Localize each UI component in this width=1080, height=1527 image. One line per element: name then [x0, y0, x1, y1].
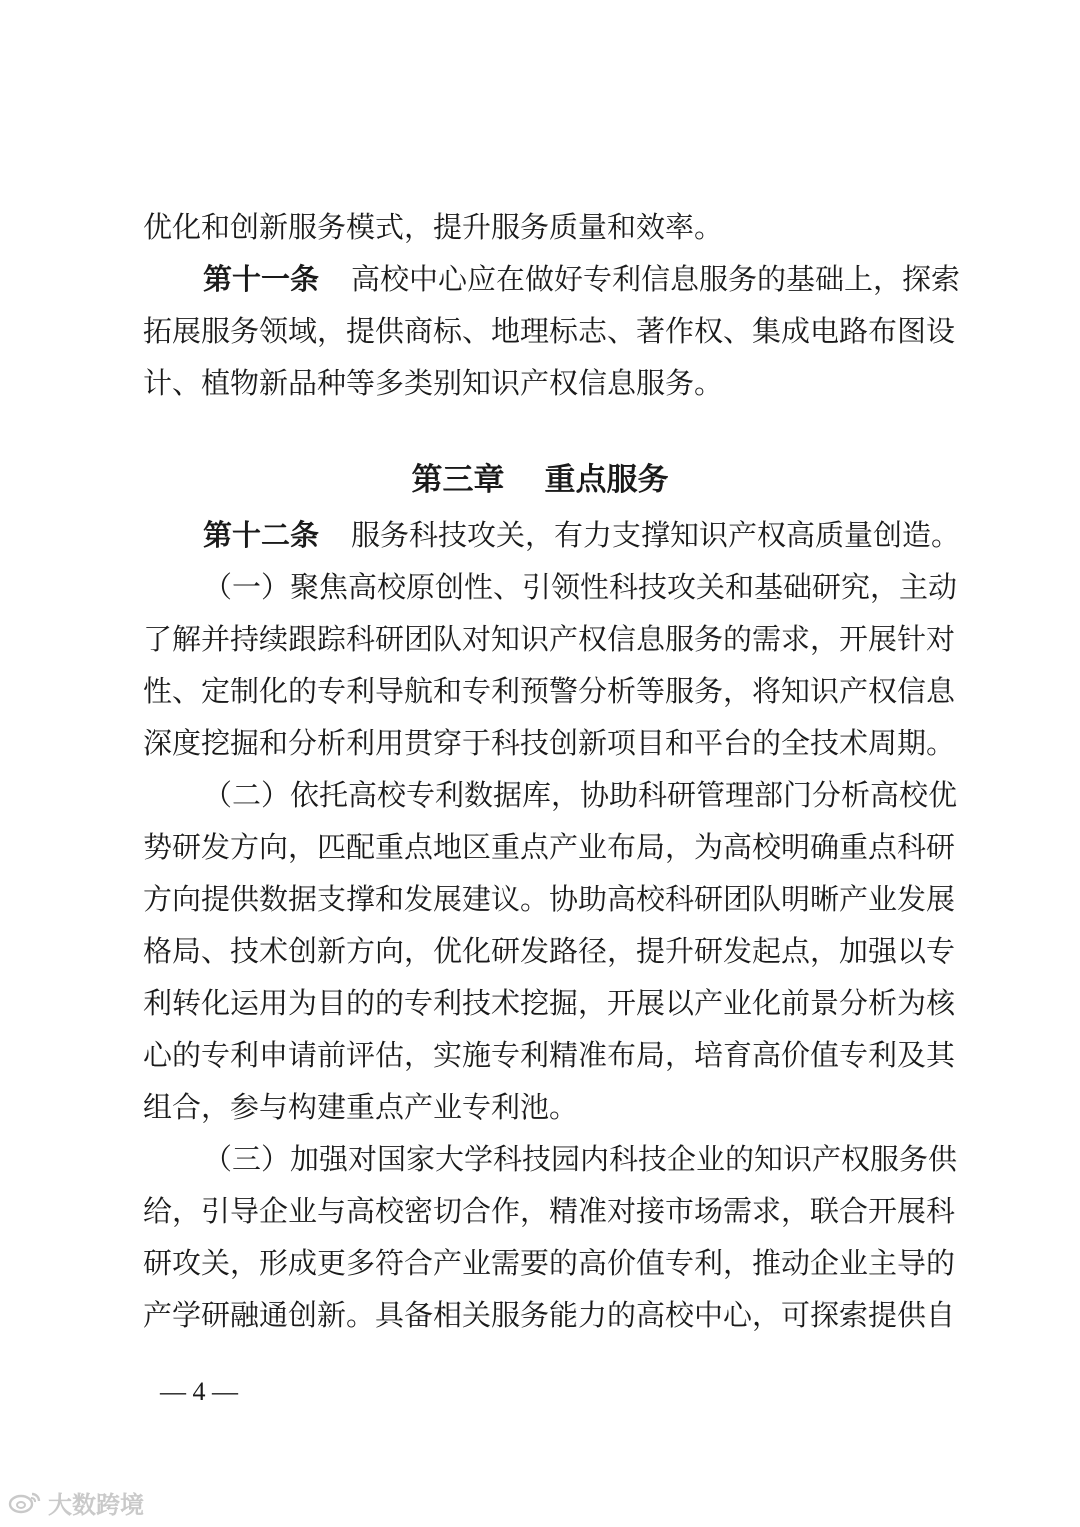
paragraph-line-7: 了解并持续跟踪科研团队对知识产权信息服务的需求，开展针对	[143, 622, 956, 656]
paragraph-line-6: （一）聚焦高校原创性、引领性科技攻关和基础研究，主动	[203, 570, 958, 604]
paragraph-line-1: 优化和创新服务模式，提升服务质量和效率。	[143, 210, 724, 244]
paragraph-line-16: 组合，参与构建重点产业专利池。	[143, 1090, 579, 1124]
chapter-heading	[0, 452, 1080, 508]
paragraph-line-18: 给，引导企业与高校密切合作，精准对接市场需求，联合开展科	[143, 1194, 956, 1228]
paragraph-line-13: 格局、技术创新方向，优化研发路径，提升研发起点，加强以专	[143, 934, 956, 968]
paragraph-line-3: 拓展服务领域，提供商标、地理标志、著作权、集成电路布图设	[143, 314, 956, 348]
page-number: — 4 —	[160, 1377, 238, 1406]
paragraph-line-10: （二）依托高校专利数据库，协助科研管理部门分析高校优	[203, 778, 958, 812]
article-11-label: 第十一条	[203, 262, 320, 296]
article-12-first-line	[203, 509, 961, 561]
paragraph-line-17: （三）加强对国家大学科技园内科技企业的知识产权服务供	[203, 1142, 958, 1176]
paragraph-line-11: 势研发方向，匹配重点地区重点产业布局，为高校明确重点科研	[143, 830, 956, 864]
paragraph-line-4: 计、植物新品种等多类别知识产权信息服务。	[143, 366, 724, 400]
watermark	[8, 1482, 144, 1522]
paragraph-line-9: 深度挖掘和分析利用贯穿于科技创新项目和平台的全技术周期。	[143, 726, 956, 760]
paragraph-line-19: 研攻关，形成更多符合产业需要的高价值专利，推动企业主导的	[143, 1246, 956, 1280]
watermark-text: 大数跨境	[48, 1490, 144, 1519]
article-11-text: 高校中心应在做好专利信息服务的基础上，探索	[351, 262, 961, 296]
article-11-first-line	[203, 253, 961, 305]
weibo-logo-icon	[8, 1490, 42, 1514]
chapter-title: 重点服务	[544, 462, 669, 498]
paragraph-line-15: 心的专利申请前评估，实施专利精准布局，培育高价值专利及其	[143, 1038, 956, 1072]
article-12-text: 服务科技攻关，有力支撑知识产权高质量创造。	[351, 518, 961, 552]
article-12-label: 第十二条	[203, 518, 320, 552]
paragraph-line-12: 方向提供数据支撑和发展建议。协助高校科研团队明晰产业发展	[143, 882, 956, 916]
paragraph-line-8: 性、定制化的专利导航和专利预警分析等服务，将知识产权信息	[143, 674, 956, 708]
paragraph-line-20: 产学研融通创新。具备相关服务能力的高校中心，可探索提供自	[143, 1298, 956, 1332]
paragraph-line-14: 利转化运用为目的的专利技术挖掘，开展以产业化前景分析为核	[143, 986, 956, 1020]
chapter-number: 第三章	[411, 462, 505, 498]
